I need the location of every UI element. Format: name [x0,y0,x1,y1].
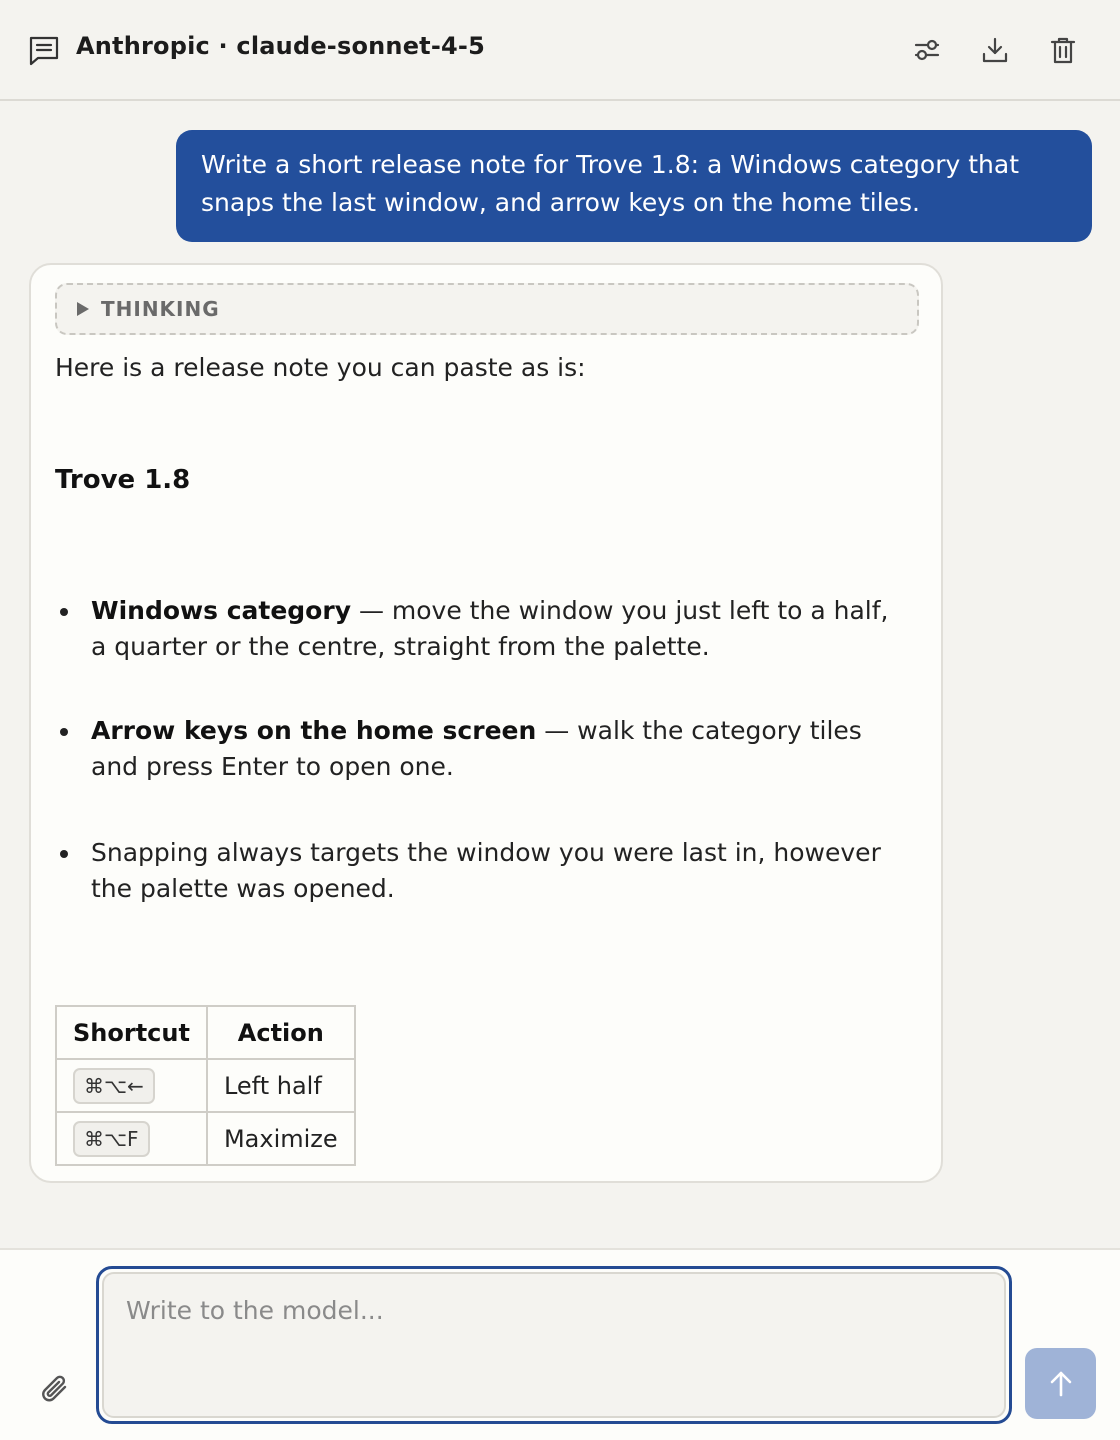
message-input-frame[interactable] [96,1266,1012,1424]
column-header-action: Action [207,1006,355,1059]
keyboard-shortcut: ⌘⌥F [73,1121,150,1157]
keyboard-shortcut: ⌘⌥← [73,1068,155,1104]
download-icon [981,36,1009,64]
message-input[interactable] [102,1272,1006,1418]
action-cell: Left half [207,1059,355,1112]
page-title: Anthropic · claude-sonnet-4-5 [76,32,485,60]
list-item-bold: Arrow keys on the home screen [91,716,537,745]
list-item-text: Snapping always targets the window you were last in, however the palette was opened. [91,838,881,903]
chat-icon [28,35,60,67]
trash-icon [1049,36,1077,64]
arrow-up-icon [1046,1369,1076,1399]
column-header-shortcut: Shortcut [56,1006,207,1059]
delete-button[interactable] [1045,32,1081,68]
list-item [91,713,911,785]
table-row [56,1112,355,1165]
download-button[interactable] [977,32,1013,68]
shortcuts-table [55,1005,356,1166]
message-input-placeholder: Write to the model... [126,1296,384,1325]
thinking-toggle[interactable] [55,283,919,335]
list-item-text: — move the window you just left to a half, a quarter or the centre, straight from the palette. [91,596,889,661]
send-button[interactable] [1025,1348,1096,1419]
table-row [56,1059,355,1112]
list-item [91,835,911,907]
list-item-bold: Windows category [91,596,351,625]
paperclip-icon [38,1372,74,1408]
chat-header [0,0,1120,101]
thinking-label: THINKING [101,297,220,321]
shortcut-cell [56,1112,207,1165]
caret-right-icon [77,302,89,316]
user-message: Write a short release note for Trove 1.8: a Windows category that snaps the last window, and arrow keys on the home tiles. [176,130,1092,242]
attach-button[interactable] [38,1372,74,1408]
settings-sliders-icon [913,36,941,64]
list-item [91,593,911,665]
list-item-text: — walk the category tiles and press Enter to open one. [91,716,862,781]
shortcut-cell [56,1059,207,1112]
release-title: Trove 1.8 [55,465,191,495]
settings-button[interactable] [909,32,945,68]
table-header-row [56,1006,355,1059]
intro-text: Here is a release note you can paste as is: [55,353,586,382]
action-cell: Maximize [207,1112,355,1165]
assistant-message [29,263,943,1183]
